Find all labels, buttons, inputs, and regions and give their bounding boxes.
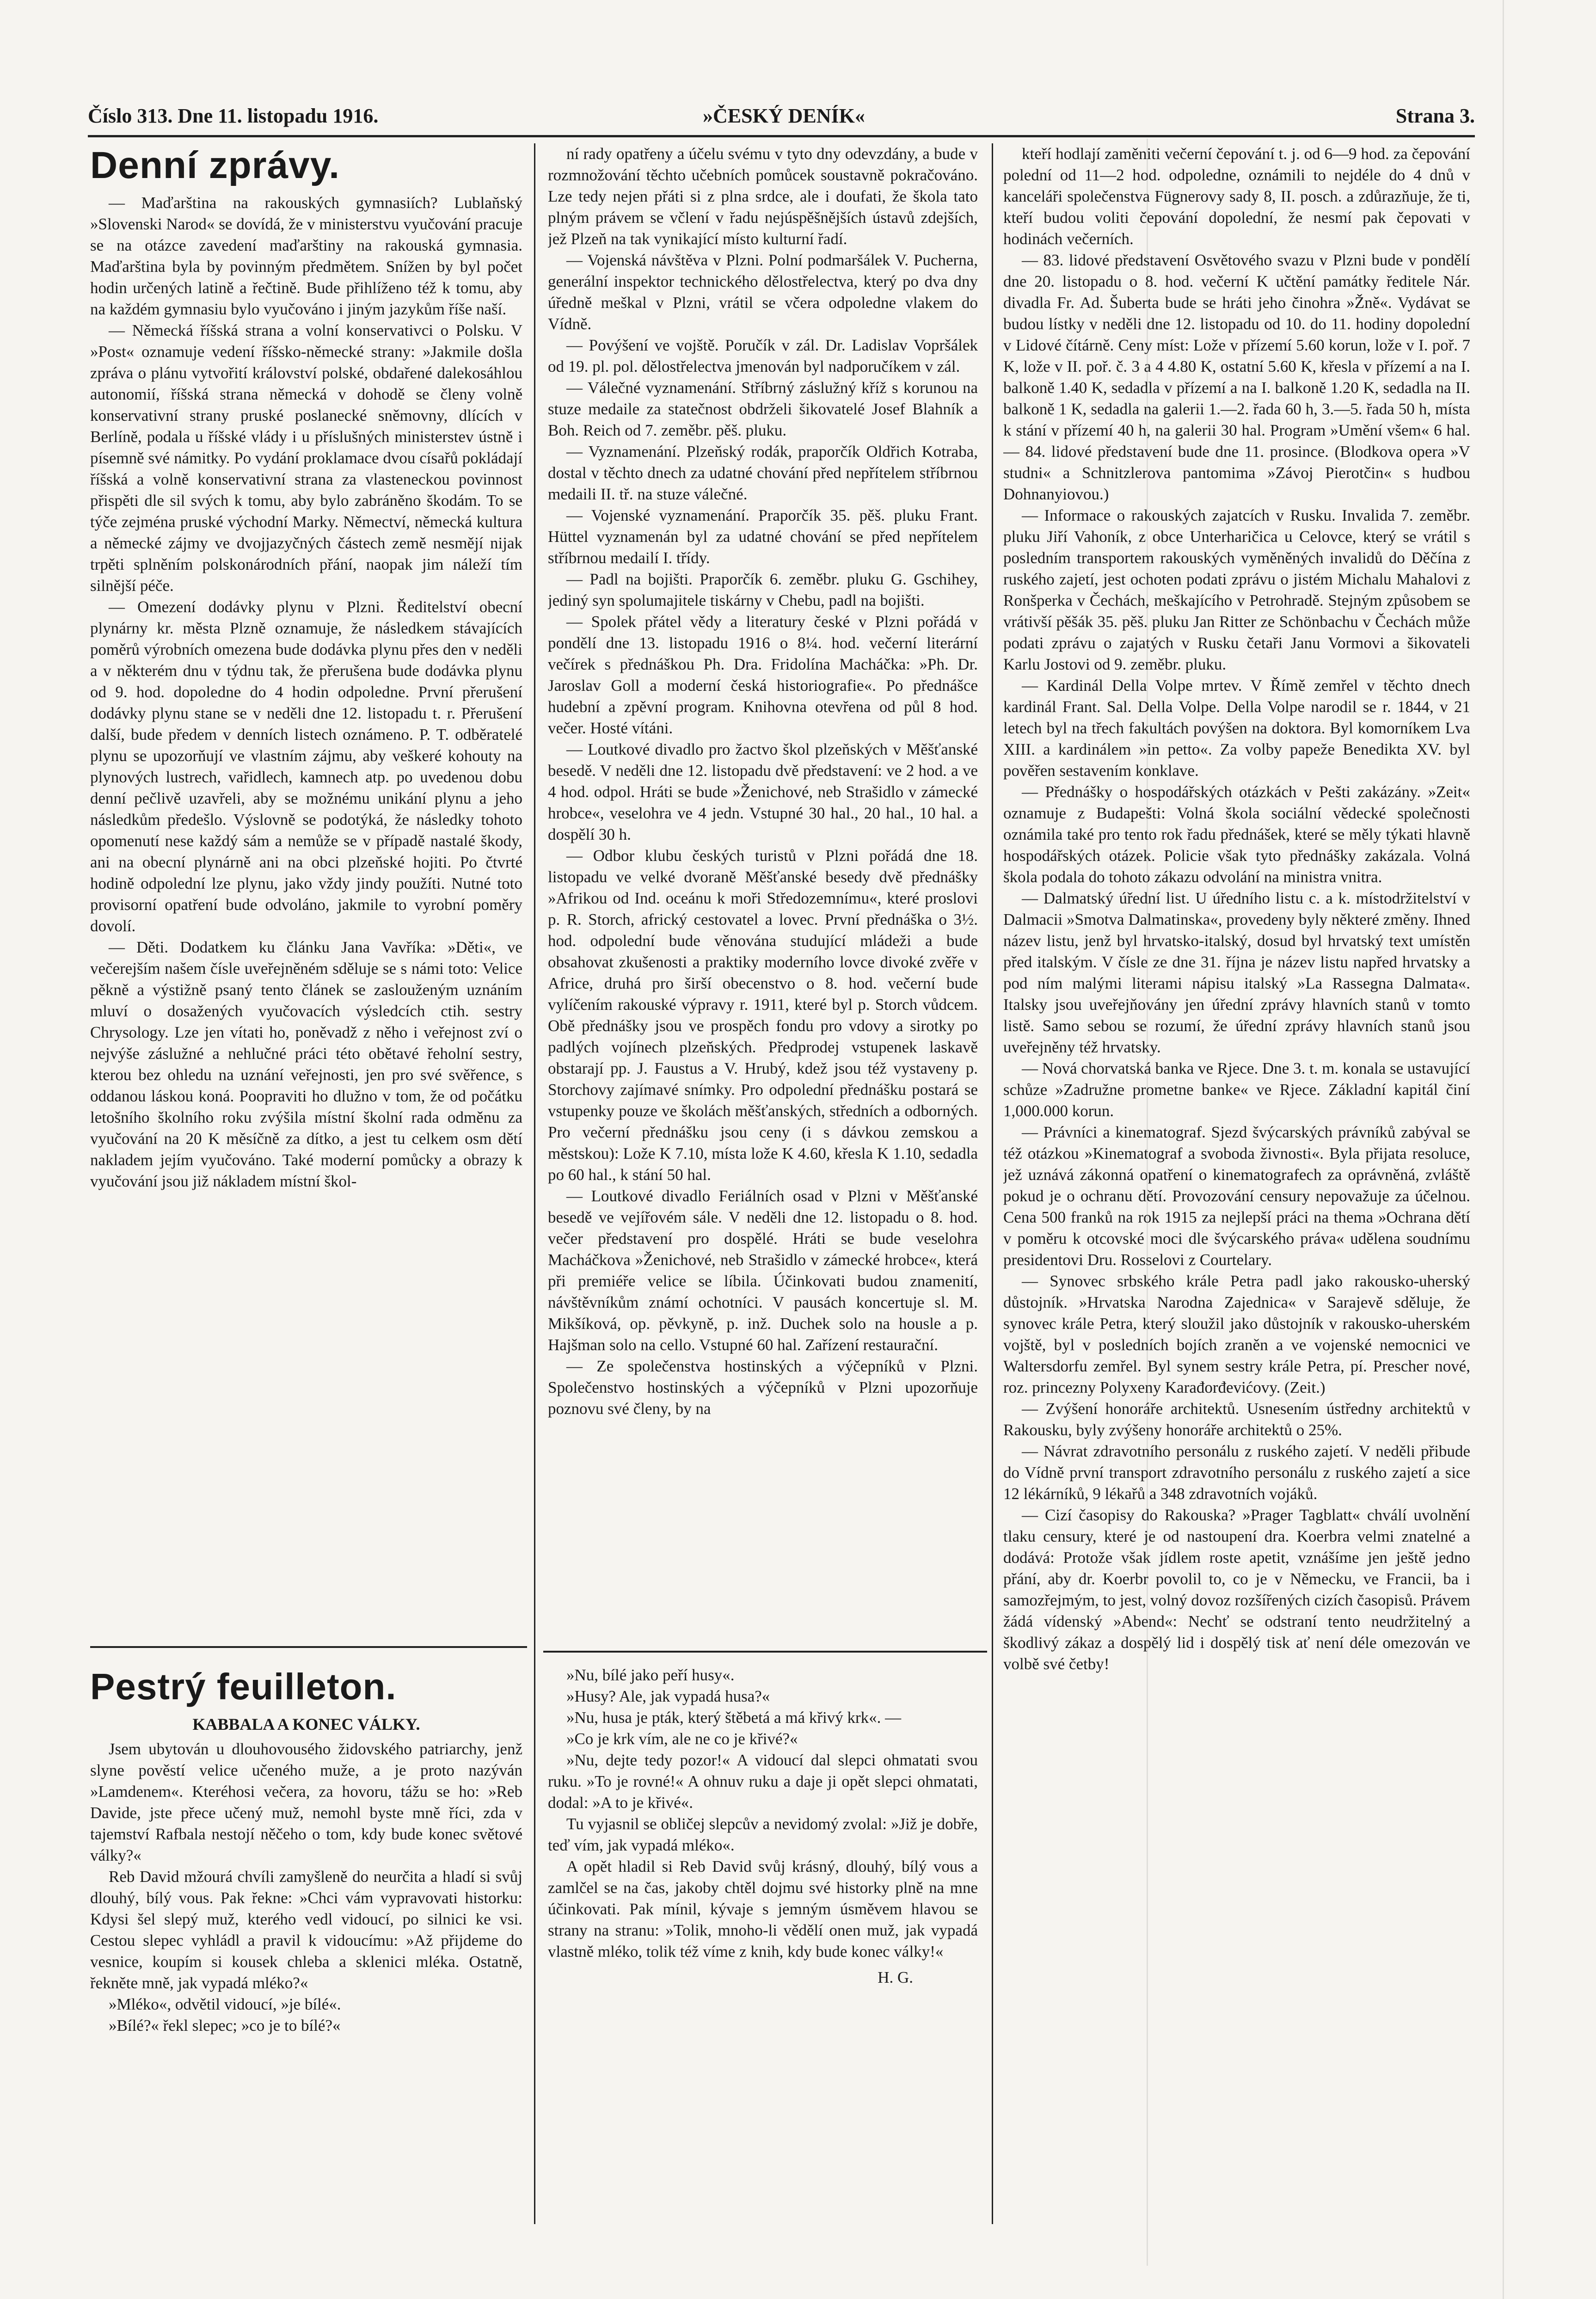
issue-info: Číslo 313. Dne 11. listopadu 1916. xyxy=(88,104,379,127)
article: — Padl na bojišti. Praporčík 6. zeměbr. pluku G. Gschihey, jediný syn spolumajitele tiskárny v Chebu, padl na bojišti. xyxy=(548,570,978,609)
article: — Děti. Dodatkem ku článku Jana Vavříka: »Děti«, ve večerejším našem čísle uveřejněném sděluje se s námi toto: Velice pěkně a výstižně psaný tento článek se zaslouženým uznáním mluví o dosažených vyučovacích výsledcích ctih. sestry Chrysology. Lze jen vítati ho, poněvadž z něho i veřejnost zví o nejvýše záslužné a nehlučné práci této obětavé řeholní sestry, kterou bez ohledu na uznání veřejnosti, jen pro své svěřence, s oddanou láskou koná. Poopraviti ho dlužno v tom, že od počátku letošního školního roku zvýšila místní školní rada odměnu za vyučování na 20 K měsíčně za dítko, a jest tu celkem osm dětí nakladem jejím vyučováno. Také moderní pomůcky a obrazy k vyučování jsou již nákladem místní škol- xyxy=(90,938,522,1190)
section-title: Denní zprávy. xyxy=(90,144,340,186)
feuilleton-paragraph: »Nu, bílé jako peří husy«. xyxy=(566,1666,735,1684)
article: — Právníci a kinematograf. Sjezd švýcarských právníků zabýval se též otázkou »Kinematograf a svoboda živnosti«. Byla přijata resoluce, jež uznává zákonná opatření o kinematografech za oprávněná, zvláště pokud je o ochranu dětí. Provozování censury nepovažuje za účelnou. Cena 500 franků na rok 1915 za nejlepší práci na thema »Ochrana dětí v poměru k otcovské moci dle švýcarského práva« udělena soudnímu presidentovi Dru. Rosselovi z Courtelary. xyxy=(1003,1123,1470,1269)
article: — Omezení dodávky plynu v Plzni. Ředitelství obecní plynárny kr. města Plzně oznamuje, že následkem stávajících poměrů výrobních omezena bude dodávka plynu přes den v neděli a v některém dnu v týdnu tak, že přerušena bude dodávka plynu od 9. hod. dopoledne do 4 hodin odpoledne. První přerušení dodávky plynu stane se v neděli dne 12. listopadu t. r. Přerušení další, bude předem v denních listech oznámeno. P. T. odběratelé plynu se upozorňují ve vlastním zájmu, aby veškeré kohouty na plynových lustrech, vařidlech, kamnech atp. po uvedenou dobu denní pečlivě uzavřeli, aby se možnému unikání plynu a jeho následkům předešlo. Výslovně se podotýká, že následky tohoto opomenutí nese každý sám a nemůže se v případě nastalé škody, ani na obecní plynárně ani na obci plzeňské hojiti. Po čtvrté hodině odpolední lze plynu, jako vždy jindy použíti. Nutné toto provisorní opatření bude odvoláno, jakmile to vyrobní poměry dovolí. xyxy=(90,598,522,935)
feuilleton-paragraph: »Nu, dejte tedy pozor!« A vidoucí dal slepci ohmatati svou ruku. »To je rovné!« A ohnuv ruku a daje ji opět slepci ohmatati, dodal: »A to je křivé«. xyxy=(548,1751,978,1812)
article: ní rady opatřeny a účelu svému v tyto dny odevzdány, a bude v rozmnožování těchto učebních pomůcek soustavně pokračováno. Lze tedy nejen přáti si z plna srdce, ale i doufati, že škola tato plným právem se včlení v řadu nejúspěšnějších ústavů zdejších, jež Plzeň na tak vynikající místo kulturní řadí. xyxy=(548,145,978,248)
feuilleton-paragraph: »Mléko«, odvětil vidoucí, »je bílé«. xyxy=(109,1995,341,2013)
article: kteří hodlají zaměniti večerní čepování t. j. od 6—9 hod. za čepování polední od 11—2 hod. odpoledne, oznámili to nejdéle do 4 dnů v kanceláři společenstva Fügnerovy sady 8, II. posch. a zdůrazňuje, že ti, kteří budou voliti čepování dopolední, že nesmí pak čepovati v hodinách večerních. xyxy=(1003,145,1470,248)
feuilleton-rule xyxy=(90,1646,527,1648)
article: — Návrat zdravotního personálu z ruského zajetí. V neděli přibude do Vídně první transport zdravotního personálu z ruského zajetí a sice 12 lékárníků, 9 lékařů a 348 zdravotních vojáků. xyxy=(1003,1442,1470,1503)
column-divider xyxy=(992,143,993,2224)
article: — Cizí časopisy do Rakouska? »Prager Tagblatt« chválí uvolnění tlaku censury, které je od nastoupení dra. Koerbra velmi znatelné a dodává: Protože však jídlem roste apetit, vznášíme jen ještě jedno přání, aby dr. Koerbr povolil to, co je v Německu, ve Francii, ba i samozřejmým, to jest, volný dovoz rozšířených cizích časopisů. Právem žádá vídenský »Abend«: Nechť se odstraní tento neudržitelný a škodlivý zákaz a dospělý lid i dospělý tisk ať není déle omezován ve volbě své četby! xyxy=(1003,1506,1470,1673)
article: — 83. lidové představení Osvětového svazu v Plzni bude v pondělí dne 20. listopadu o 8. hod. večerní K učtění památky ředitele Nár. divadla Fr. Ad. Šuberta bude se hráti jeho činohra »Žně«. Vydávat se budou lístky v neděli dne 12. listopadu od 10. do 11. hodiny dopolední v Lidové čítárně. Ceny míst: Lože v přízemí 5.60 korun, lože v I. poř. 7 K, lože v II. poř. č. 3 a 4 4.80 K, ostatní 5.60 K, křesla v přízemí a na I. balkoně 1.40 K, sedadla v přízemí a na I. balkoně 1.20 K, sedadla na II. balkoně 1 K, sedadla na galerii 1.—2. řada 60 h, 3.—5. řada 50 h, místa k stání v přízemí 40 h, na galerii 30 hal. Program »Umění všem« 6 hal. — 84. lidové představení bude dne 11. prosince. (Blodkova opera »V studni« a Schnitzlerova pantomima »Závoj Pierotčin« s hudbou Dohnanyiovou.) xyxy=(1003,251,1470,503)
article: — Spolek přátel vědy a literatury české v Plzni pořádá v pondělí dne 13. listopadu 1916 o 8¼. hod. večerní literární večírek s přednáškou Ph. Dra. Fridolína Macháčka: »Ph. Dr. Jaroslav Goll a moderní česká historiografie«. Po přednášce hudební a zpěvní program. Knihovna otevřena od půl 8 hod. večer. Hosté vítáni. xyxy=(548,613,978,737)
feuilleton-title: Pestrý feuilleton. xyxy=(90,1666,397,1707)
feuilleton-paragraph: »Husy? Ale, jak vypadá husa?« xyxy=(566,1687,770,1705)
feuilleton xyxy=(90,1665,522,2173)
article: — Německá říšská strana a volní konservativci o Polsku. V »Post« oznamuje vedení říšsko-německé strany: »Jakmile došla zpráva o plánu vytvořití království polské, obdařené dalekosáhlou autonomií, říšská strana německá v dohodě se členy volně konservativní strany pruské poslanecké sněmovny, dlících v Berlíně, podala u říšské vlády i u příslušných ministerstev ústně i písemně své námitky. Po vydání proklamace dvou císařů pokládají říšská a volně konservativní strana za vlasteneckou povinnost přispěti dle sil svých k tomu, aby bylo zabráněno škodám. To se týče zejména pruské východní Marky. Němectví, německá kultura a německé zájmy ve dvojjazyčných částech země nesmějí nijak trpěti splněním polskonárodních přání, naopak jim náleží tím silnější péče. xyxy=(90,321,522,595)
header-rule xyxy=(88,135,1475,137)
article: — Přednášky o hospodářských otázkách v Pešti zakázány. »Zeit« oznamuje z Budapešti: Volná škola sociální vědecké společnosti oznámila také pro tento rok řadu přednášek, které se měly týkati hlavně hospodářských otázek. Policie však tyto přednášky zakázala. Volná škola podala do tohoto zákazu odvolání na ministra vnitra. xyxy=(1003,783,1470,886)
article: — Válečné vyznamenání. Stříbrný záslužný kříž s korunou na stuze medaile za statečnost obdrželi šikovatelé Josef Blahník a Boh. Reich od 7. zeměbr. pěš. pluku. xyxy=(548,379,978,439)
column-2 xyxy=(548,143,978,1646)
film-scratch xyxy=(1147,139,1148,2266)
newspaper-name: »ČESKÝ DENÍK« xyxy=(703,104,865,127)
article: — Dalmatský úřední list. U úředního listu c. a k. místodržitelství v Dalmacii »Smotva Dalmatinska«, provedeny byly některé změny. Ihned název listu, jenž byl hrvatsko-italský, dosud byl hrvatský text umístěn před italským. V čísle ze dne 31. října je název listu napřed hrvatsky a pod ním malými literami nápisu italský »La Rassegna Dalmata«. Italsky jsou uveřejňovány jen úřední zprávy hlavních stanů v tomto listě. Samo sebou se rozumí, že úřední zprávy hlavních stanů jsou uveřejněny též hrvatsky. xyxy=(1003,889,1470,1056)
feuilleton-subtitle: KABBALA A KONEC VÁLKY. xyxy=(192,1715,420,1733)
column-divider xyxy=(534,143,535,2224)
page-number: Strana 3. xyxy=(1395,104,1475,127)
article: — Loutkové divadlo Feriálních osad v Plzni v Měšťanské besedě ve vejířovém sále. V neděli dne 12. listopadu o 8. hod. večer představení pro dospělé. Hráti se bude veselohra Macháčkova »Ženichové, neb Strašidlo v zámecké hrobce«, která při premiéře velice se líbila. Účinkovati budou znamenití, návštěvníkům známí ochotníci. V pausách koncertuje sl. M. Mikšíková, op. pěvkyně, p. inž. Duchek solo na housle a p. Hajšman solo na cello. Vstupné 60 hal. Zařízení restaurační. xyxy=(548,1187,978,1354)
article: — Informace o rakouských zajatcích v Rusku. Invalida 7. zeměbr. pluku Jiří Vahoník, z obce Unterharičica u Celovce, který se vrátil s posledním transportem rakouských vyměněných invalidů do Děčína z ruského zajetí, jest ochoten podati zprávu o jistém Michalu Mahalovi z Ronšperka v Čechách, meškajícího v Petrohradě. Stejným způsobem se vrátivší pěšák 35. pěš. pluku Jan Ritter ze Schönbachu v Čechách může podati zprávu o zajatých v Rusku četaři Janu Vormovi a šikovateli Karlu Jostovi od 9. zeměbr. pluku. xyxy=(1003,506,1470,673)
article: — Ze společenstva hostinských a výčepníků v Plzni. Společenstvo hostinských a výčepníků v Plzni upozorňuje poznovu své členy, by na xyxy=(548,1357,978,1418)
article: — Vojenské vyznamenání. Praporčík 35. pěš. pluku Frant. Hüttel vyznamenán byl za udatné chování se před nepřítelem stříbrnou medailí I. třídy. xyxy=(548,506,978,567)
film-scratch xyxy=(1503,0,1504,2299)
article: — Loutkové divadlo pro žactvo škol plzeňských v Měšťanské besedě. V neděli dne 12. listopadu dvě představení: ve 2 hod. a ve 4 hod. odpol. Hráti se bude »Ženichové, neb Strašidlo v zámecké hrobce«, veselohra ve 4 jedn. Vstupné 30 hal., 20 hal., 10 hal. a dospělí 30 h. xyxy=(548,740,978,843)
article: — Povýšení ve vojště. Poručík v zál. Dr. Ladislav Vopršálek od 19. pl. pol. dělostřelectva jmenován byl nadporučíkem v zál. xyxy=(548,336,978,375)
article: — Nová chorvatská banka ve Rjece. Dne 3. t. m. konala se ustavující schůze »Zadružne prometne banke« ve Rjece. Základní kapitál činí 1,000.000 korun. xyxy=(1003,1059,1470,1120)
feuilleton-rule-2 xyxy=(543,1651,987,1653)
feuilleton-paragraph: »Bílé?« řekl slepec; »co je to bílé?« xyxy=(109,2016,341,2035)
feuilleton-paragraph: »Co je krk vím, ale ne co je křivé?« xyxy=(566,1730,798,1748)
article: — Maďarština na rakouských gymnasiích? Lublaňský »Slovenski Narod« se dovídá, že v ministerstvu vyučování pracuje se na otázce zavedení maďarštiny na rakouská gymnasia. Maďarština byla by povinným předmětem. Snížen by byl počet hodin určených latině a řečtině. Bude přihlíženo též k tomu, aby na každém gymnasiu bylo vyučováno i jiným jazykům říše naší. xyxy=(90,194,522,318)
feuilleton-paragraph: »Nu, husa je pták, který štěbetá a má křivý krk«. — xyxy=(566,1709,902,1727)
article: — Vojenská návštěva v Plzni. Polní podmaršálek V. Pucherna, generální inspektor technického dělostřelectva, který po dva dny úředně meškal v Plzni, vrátil se včera odpoledne vlakem do Vídně. xyxy=(548,251,978,333)
column-1 xyxy=(90,143,522,1637)
article: — Synovec srbského krále Petra padl jako rakousko-uherský důstojník. »Hrvatska Narodna Zajednica« v Sarajevě sděluje, že synovec krále Petra, který sloužil jako důstojník v rakousko-uherském vojště, byl v posledních bojích zraněn a ve vojenské nemocnici ve Waltersdorfu zemřel. Byl synem sestry krále Petra, pí. Prescher nové, roz. princezny Polyxeny Karađorđevićovy. (Zeit.) xyxy=(1003,1272,1470,1396)
article: — Kardinál Della Volpe mrtev. V Římě zemřel v těchto dnech kardinál Frant. Sal. Della Volpe. Della Volpe narodil se r. 1844, v 21 letech byl na třech fakultách povýšen na doktora. Byl komorníkem Lva XIII. a kardinálem »in petto«. Za volby papeže Benedikta XV. byl pověřen sestavením konklave. xyxy=(1003,676,1470,780)
page-header xyxy=(88,104,1475,136)
feuilleton-paragraph: Reb David mžourá chvíli zamyšleně do neurčita a hladí si svůj dlouhý, bílý vous. Pak řekne: »Chci vám vypravovati historku: Kdysi šel slepý muž, kterého vedl vidoucí, po silnici ke vsi. Cestou slepec vyhládl a pravil k vidoucímu: »Až přijdeme do vesnice, koupím si kousek chleba a sklenici mléka. Ostatně, řekněte mně, jak vypadá mléko?« xyxy=(90,1868,522,1992)
column-3 xyxy=(1003,143,1470,2210)
feuilleton-paragraph: A opět hladil si Reb David svůj krásný, dlouhý, bílý vous a zamlčel se na čas, jakoby chtěl dojmu své historky plně na mne účinkovati. Pak mínil, kývaje s jemným úsměvem hlavou se strany na stranu: »Tolik, mnoho-li vědělí onen muž, jak vypadá vlastně mléko, tolik též víme z knih, kdy bude konec války!« xyxy=(548,1857,978,1961)
article: — Odbor klubu českých turistů v Plzni pořádá dne 18. listopadu ve velké dvoraně Měšťanské besedy dvě přednášky »Afrikou od Ind. oceánu k moři Středozemnímu«, které proslovi p. R. Storch, africký cestovatel a lovec. První přednáška o 3½. hod. odpolední bude věnována studující mládeži a bude obsahovat zkušenosti a praktiky moderního lovce divoké zvěře v Africe, druhá pro širší obecenstvo o 8. hod. večerní bude vylíčením rakouské výpravy r. 1911, které byl p. Storch vůdcem. Obě přednášky jsou ve prospěch fondu pro vdovy a sirotky po padlých vojínech plzeňských. Předprodej vstupenek laskavě obstarají pp. J. Faustus a V. Hrubý, kdež jsou též vystaveny p. Storchovy zajímavé snímky. Pro odpolední přednášku postará se vstupenky pouze ve školách měšťanských, středních a odborných. Pro večerní přednášku jsou ceny (i s dávkou zemskou a městskou): Lože K 7.10, místa lože K 4.60, křesla K 1.10, sedadla po 60 hal., k stání 50 hal. xyxy=(548,847,978,1184)
feuilleton-continued xyxy=(548,1665,978,2196)
feuilleton-paragraph: Jsem ubytován u dlouhovousého židovského patriarchy, jenž slyne pověstí velice učeného muže, a je proto nazýván »Lamdenem«. Kteréhosi večera, za hovoru, tážu se ho: »Reb Davide, jste přece učený muž, nemohl byste mně říci, zda v tajemství Rafbala nestojí něčeho o tom, kdy bude konec světové války?« xyxy=(90,1740,522,1864)
signature: H. G. xyxy=(878,1968,913,1986)
feuilleton-paragraph: Tu vyjasnil se obličej slepcův a nevidomý zvolal: »Již je dobře, teď vím, jak vypadá mléko«. xyxy=(548,1815,978,1854)
article: — Vyznamenání. Plzeňský rodák, praporčík Oldřich Kotraba, dostal v těchto dnech za udatné chování před nepřítelem stříbrnou medaili II. tř. na stuze válečné. xyxy=(548,443,978,503)
article: — Zvýšení honoráře architektů. Usnesením ústředny architektů v Rakousku, byly zvýšeny honoráře architektů o 25%. xyxy=(1003,1400,1470,1439)
